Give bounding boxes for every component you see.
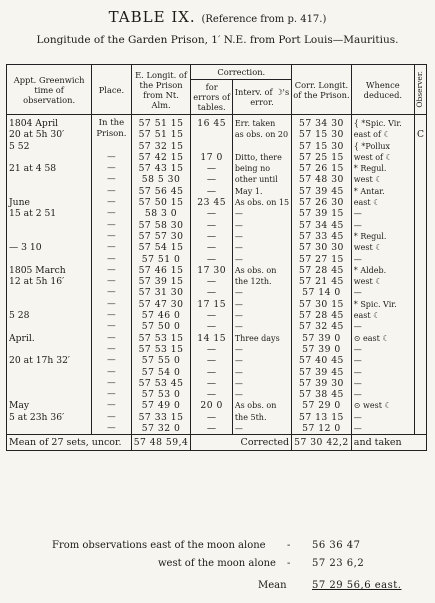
interval-cell: —	[232, 378, 291, 389]
corr-longit-cell: 57 38 45	[292, 389, 352, 400]
table-row	[7, 231, 427, 242]
error-cell: —	[191, 163, 232, 174]
time-cell: April.	[7, 333, 92, 344]
summary-west-label: west of the moon alone	[158, 558, 276, 569]
time-cell	[7, 231, 92, 242]
corrected-label: Corrected	[191, 435, 292, 451]
whence-cell: * Regul.	[351, 231, 414, 242]
place-cell: —	[92, 321, 131, 332]
mean-row	[7, 435, 427, 451]
interval-cell: As obs. on	[232, 400, 291, 411]
corr-longit-cell: 57 12 0	[292, 423, 352, 435]
error-cell: —	[191, 287, 232, 298]
table-row	[7, 287, 427, 298]
elong-cell: 57 58 30	[131, 220, 191, 231]
error-cell: —	[191, 367, 232, 378]
interval-cell: as obs. on 20	[232, 129, 291, 140]
error-cell: —	[191, 378, 232, 389]
table-row	[7, 333, 427, 344]
corr-longit-cell: 57 28 45	[292, 265, 352, 276]
observer-cell	[414, 333, 426, 344]
place-cell: —	[92, 163, 131, 174]
table-row	[7, 220, 427, 231]
corr-longit-cell: 57 48 30	[292, 174, 352, 185]
time-cell: 1804 April	[7, 115, 92, 130]
place-cell: —	[92, 355, 131, 366]
summary-west-dash: -	[287, 558, 291, 569]
header-place: Place.	[92, 65, 131, 115]
interval-cell: —	[232, 231, 291, 242]
observer-cell	[414, 344, 426, 355]
corr-longit-cell: 57 39 0	[292, 333, 352, 344]
time-cell	[7, 321, 92, 332]
whence-cell: west ☾	[351, 174, 414, 185]
error-cell: —	[191, 254, 232, 265]
place-cell: —	[92, 186, 131, 197]
corr-longit-cell: 57 34 45	[292, 220, 352, 231]
whence-cell: —	[351, 423, 414, 435]
whence-cell: —	[351, 287, 414, 298]
table-row	[7, 321, 427, 332]
header-errors: for errors of tables.	[191, 80, 232, 115]
place-cell: —	[92, 242, 131, 253]
observer-cell	[414, 423, 426, 435]
observer-cell	[414, 389, 426, 400]
elong-cell: 57 51 15	[131, 115, 191, 130]
whence-cell: east ☾	[351, 310, 414, 321]
mean-value: 57 48 59,4	[131, 435, 191, 451]
place-cell: —	[92, 400, 131, 411]
observer-cell	[414, 208, 426, 219]
corr-longit-cell: 57 25 15	[292, 152, 352, 163]
place-cell: —	[92, 310, 131, 321]
table-row	[7, 129, 427, 140]
observer-cell	[414, 299, 426, 310]
interval-cell: Three days	[232, 333, 291, 344]
table-row	[7, 423, 427, 435]
error-cell: —	[191, 276, 232, 287]
time-cell	[7, 389, 92, 400]
observer-label: Observer.	[415, 71, 425, 108]
observer-cell	[414, 115, 426, 130]
time-cell: 5 52	[7, 141, 92, 152]
summary-east-label: From observations east of the moon alone	[52, 540, 266, 551]
interval-cell: —	[232, 321, 291, 332]
mean-label: Mean of 27 sets, uncor.	[7, 435, 132, 451]
observer-cell	[414, 321, 426, 332]
title-reference: (Reference from p. 417.)	[201, 14, 327, 25]
summary-mean-value: 57 29 56,6 east.	[312, 580, 402, 591]
corr-longit-cell: 57 30 30	[292, 242, 352, 253]
elong-cell: 58 5 30	[131, 174, 191, 185]
whence-cell: —	[351, 389, 414, 400]
table-row	[7, 378, 427, 389]
whence-cell: east ☾	[351, 197, 414, 208]
table-row	[7, 389, 427, 400]
elong-cell: 57 53 15	[131, 333, 191, 344]
place-cell: —	[92, 287, 131, 298]
whence-cell: * Regul.	[351, 163, 414, 174]
table-row	[7, 310, 427, 321]
place-cell: —	[92, 367, 131, 378]
observer-cell	[414, 276, 426, 287]
elong-cell: 57 55 0	[131, 355, 191, 366]
error-cell: —	[191, 220, 232, 231]
header-whence: Whence deduced.	[351, 65, 414, 115]
interval-cell: —	[232, 254, 291, 265]
interval-cell: other until	[232, 174, 291, 185]
error-cell	[191, 129, 232, 140]
table-row	[7, 344, 427, 355]
error-cell: —	[191, 389, 232, 400]
observer-cell	[414, 152, 426, 163]
observer-cell	[414, 265, 426, 276]
observer-cell	[414, 412, 426, 423]
interval-cell: —	[232, 423, 291, 435]
time-cell: May	[7, 400, 92, 411]
error-cell: 17 15	[191, 299, 232, 310]
interval-cell: Err. taken	[232, 115, 291, 130]
error-cell: —	[191, 344, 232, 355]
whence-cell: —	[351, 355, 414, 366]
table-row	[7, 115, 427, 130]
corr-longit-cell: 57 39 30	[292, 378, 352, 389]
whence-cell: —	[351, 412, 414, 423]
table-row	[7, 141, 427, 152]
whence-cell: —	[351, 344, 414, 355]
interval-cell: the 12th.	[232, 276, 291, 287]
table-row	[7, 299, 427, 310]
time-cell: 20 at 17h 32′	[7, 355, 92, 366]
interval-cell: As obs. on	[232, 265, 291, 276]
error-cell	[191, 141, 232, 152]
corr-longit-cell: 57 34 30	[292, 115, 352, 130]
mean-tail: and taken	[351, 435, 426, 451]
time-cell	[7, 423, 92, 435]
place-cell: —	[92, 344, 131, 355]
corr-longit-cell: 57 39 15	[292, 208, 352, 219]
corr-longit-cell: 57 26 30	[292, 197, 352, 208]
whence-cell: ⊙ west ☾	[351, 400, 414, 411]
table-row	[7, 355, 427, 366]
error-cell: —	[191, 208, 232, 219]
whence-cell: west of ☾	[351, 152, 414, 163]
header-interval: Interv. of ☽'s error.	[232, 80, 291, 115]
observer-cell	[414, 141, 426, 152]
time-cell: — 3 10	[7, 242, 92, 253]
table-row	[7, 400, 427, 411]
error-cell: 14 15	[191, 333, 232, 344]
interval-cell: —	[232, 220, 291, 231]
corr-longit-cell: 57 15 30	[292, 141, 352, 152]
corr-longit-cell: 57 39 0	[292, 344, 352, 355]
elong-cell: 57 39 15	[131, 276, 191, 287]
interval-cell	[232, 141, 291, 152]
elong-cell: 57 46 0	[131, 310, 191, 321]
whence-cell: east of ☾	[351, 129, 414, 140]
table-title	[0, 8, 435, 26]
place-cell: —	[92, 412, 131, 423]
whence-cell: * Antar.	[351, 186, 414, 197]
time-cell: 20 at 5h 30′	[7, 129, 92, 140]
time-cell	[7, 254, 92, 265]
whence-cell: { *Spic. Vir.	[351, 115, 414, 130]
place-cell: In the	[92, 115, 131, 130]
observer-cell	[414, 220, 426, 231]
time-cell: June	[7, 197, 92, 208]
interval-cell: —	[232, 355, 291, 366]
place-cell: —	[92, 208, 131, 219]
place-cell: —	[92, 423, 131, 435]
whence-cell: west ☾	[351, 242, 414, 253]
table-row	[7, 186, 427, 197]
whence-cell: { *Pollux	[351, 141, 414, 152]
time-cell: 12 at 5h 16′	[7, 276, 92, 287]
place-cell	[92, 141, 131, 152]
time-cell	[7, 378, 92, 389]
observer-cell	[414, 197, 426, 208]
error-cell: —	[191, 412, 232, 423]
corrected-value: 57 30 42,2	[292, 435, 352, 451]
error-cell: —	[191, 355, 232, 366]
corr-longit-cell: 57 13 15	[292, 412, 352, 423]
observer-cell	[414, 400, 426, 411]
observer-cell	[414, 355, 426, 366]
elong-cell: 57 49 0	[131, 400, 191, 411]
corr-longit-cell: 57 14 0	[292, 287, 352, 298]
interval-cell: —	[232, 208, 291, 219]
corr-longit-cell: 57 26 15	[292, 163, 352, 174]
observer-cell	[414, 186, 426, 197]
table-row	[7, 163, 427, 174]
elong-cell: 57 54 15	[131, 242, 191, 253]
summary-east-value: 56 36 47	[312, 540, 361, 551]
place-cell: —	[92, 389, 131, 400]
header-elong: E. Longit. of the Prison from Nt. Alm.	[131, 65, 191, 115]
interval-cell: As obs. on 15	[232, 197, 291, 208]
time-cell	[7, 152, 92, 163]
time-cell: 5 28	[7, 310, 92, 321]
elong-cell: 57 31 30	[131, 287, 191, 298]
error-cell: 17 0	[191, 152, 232, 163]
table-row	[7, 276, 427, 287]
table-row	[7, 197, 427, 208]
elong-cell: 57 46 15	[131, 265, 191, 276]
observer-cell	[414, 378, 426, 389]
observer-cell	[414, 287, 426, 298]
observer-cell	[414, 367, 426, 378]
corr-longit-cell: 57 21 45	[292, 276, 352, 287]
table-row	[7, 242, 427, 253]
table-row	[7, 152, 427, 163]
whence-cell: —	[351, 220, 414, 231]
corr-longit-cell: 57 33 45	[292, 231, 352, 242]
interval-cell: —	[232, 310, 291, 321]
error-cell: —	[191, 242, 232, 253]
corr-longit-cell: 57 27 15	[292, 254, 352, 265]
elong-cell: 57 32 0	[131, 423, 191, 435]
whence-cell: —	[351, 321, 414, 332]
observer-cell: C	[414, 129, 426, 140]
elong-cell: 57 57 30	[131, 231, 191, 242]
elong-cell: 57 54 0	[131, 367, 191, 378]
error-cell: 20 0	[191, 400, 232, 411]
error-cell: —	[191, 423, 232, 435]
elong-cell: 57 33 15	[131, 412, 191, 423]
interval-cell: May 1.	[232, 186, 291, 197]
interval-cell: being no	[232, 163, 291, 174]
corr-longit-cell: 57 15 30	[292, 129, 352, 140]
time-cell	[7, 299, 92, 310]
table-row	[7, 174, 427, 185]
corr-longit-cell: 57 29 0	[292, 400, 352, 411]
corr-longit-cell: 57 39 45	[292, 367, 352, 378]
elong-cell: 57 50 0	[131, 321, 191, 332]
whence-cell: * Aldeb.	[351, 265, 414, 276]
interval-cell: —	[232, 299, 291, 310]
header-observer	[414, 65, 426, 115]
observer-cell	[414, 254, 426, 265]
header-correction: Correction.	[191, 65, 292, 80]
error-cell: —	[191, 321, 232, 332]
time-cell	[7, 186, 92, 197]
elong-cell: 57 32 15	[131, 141, 191, 152]
interval-cell: the 5th.	[232, 412, 291, 423]
title-text: TABLE IX.	[108, 8, 196, 26]
table-row	[7, 265, 427, 276]
error-cell: 16 45	[191, 115, 232, 130]
elong-cell: 57 53 15	[131, 344, 191, 355]
table-row	[7, 208, 427, 219]
whence-cell: —	[351, 367, 414, 378]
summary-mean-label: Mean	[258, 580, 287, 591]
error-cell: —	[191, 310, 232, 321]
elong-cell: 57 53 0	[131, 389, 191, 400]
error-cell: —	[191, 174, 232, 185]
header-corr-longit: Corr. Longit. of the Prison.	[292, 65, 352, 115]
table-row	[7, 367, 427, 378]
longitude-table	[6, 64, 427, 451]
place-cell: —	[92, 265, 131, 276]
corr-longit-cell: 57 39 45	[292, 186, 352, 197]
summary-west-value: 57 23 6,2	[312, 558, 365, 569]
error-cell: 23 45	[191, 197, 232, 208]
observer-cell	[414, 163, 426, 174]
time-cell: 1805 March	[7, 265, 92, 276]
place-cell: —	[92, 254, 131, 265]
whence-cell: —	[351, 208, 414, 219]
elong-cell: 57 50 15	[131, 197, 191, 208]
time-cell	[7, 174, 92, 185]
elong-cell: 57 53 45	[131, 378, 191, 389]
time-cell	[7, 220, 92, 231]
interval-cell: —	[232, 389, 291, 400]
elong-cell: 57 43 15	[131, 163, 191, 174]
whence-cell: ⊙ east ☾	[351, 333, 414, 344]
place-cell: —	[92, 174, 131, 185]
table-body	[7, 115, 427, 435]
place-cell: —	[92, 231, 131, 242]
summary-east-dash: -	[287, 540, 291, 551]
place-cell: —	[92, 299, 131, 310]
interval-cell: —	[232, 367, 291, 378]
corr-longit-cell: 57 40 45	[292, 355, 352, 366]
elong-cell: 57 51 15	[131, 129, 191, 140]
place-cell: —	[92, 378, 131, 389]
whence-cell: —	[351, 378, 414, 389]
whence-cell: * Spic. Vir.	[351, 299, 414, 310]
place-cell: —	[92, 276, 131, 287]
place-cell: —	[92, 197, 131, 208]
time-cell: 21 at 4 58	[7, 163, 92, 174]
observer-cell	[414, 310, 426, 321]
corr-longit-cell: 57 28 45	[292, 310, 352, 321]
time-cell	[7, 367, 92, 378]
table-row	[7, 254, 427, 265]
corr-longit-cell: 57 30 15	[292, 299, 352, 310]
interval-cell: —	[232, 287, 291, 298]
elong-cell: 57 42 15	[131, 152, 191, 163]
time-cell	[7, 344, 92, 355]
elong-cell: 58 3 0	[131, 208, 191, 219]
place-cell: —	[92, 220, 131, 231]
time-cell	[7, 287, 92, 298]
elong-cell: 57 47 30	[131, 299, 191, 310]
time-cell: 5 at 23h 36′	[7, 412, 92, 423]
place-cell: —	[92, 152, 131, 163]
interval-cell: —	[232, 344, 291, 355]
whence-cell: —	[351, 254, 414, 265]
whence-cell: west ☾	[351, 276, 414, 287]
error-cell: —	[191, 231, 232, 242]
place-cell: Prison.	[92, 129, 131, 140]
error-cell: 17 30	[191, 265, 232, 276]
observer-cell	[414, 242, 426, 253]
elong-cell: 57 56 45	[131, 186, 191, 197]
table-row	[7, 412, 427, 423]
table-subtitle: Longitude of the Garden Prison, 1′ N.E. from Port Louis—Mauritius.	[36, 34, 399, 46]
observer-cell	[414, 174, 426, 185]
interval-cell: —	[232, 242, 291, 253]
elong-cell: 57 51 0	[131, 254, 191, 265]
header-time: Appt. Greenwich time of observation.	[7, 65, 92, 115]
observer-cell	[414, 231, 426, 242]
interval-cell: Ditto, there	[232, 152, 291, 163]
time-cell: 15 at 2 51	[7, 208, 92, 219]
place-cell: —	[92, 333, 131, 344]
error-cell: —	[191, 186, 232, 197]
corr-longit-cell: 57 32 45	[292, 321, 352, 332]
